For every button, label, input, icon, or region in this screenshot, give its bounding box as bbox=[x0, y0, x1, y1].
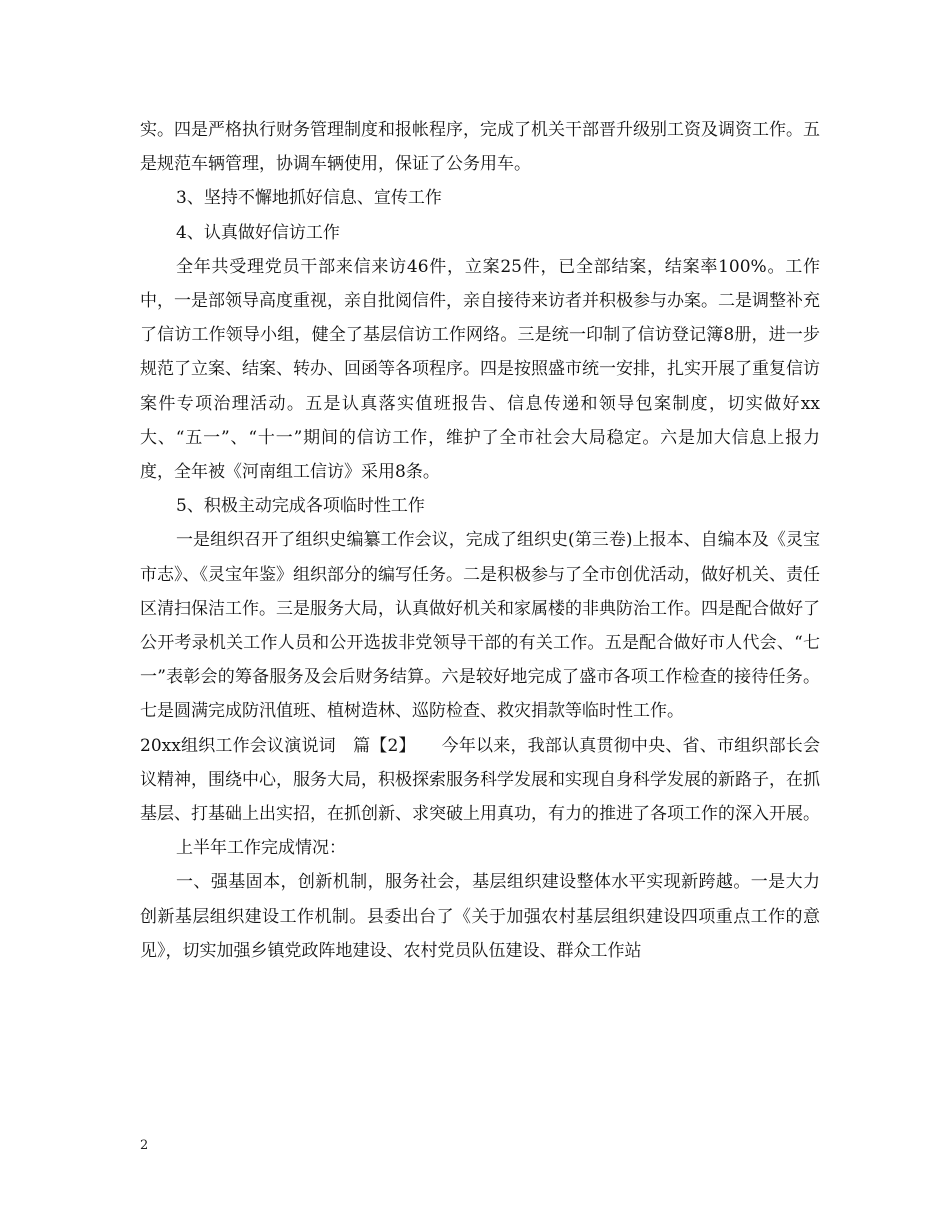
paragraph-speech-part-2: 20xx组织工作会议演说词 篇【2】 今年以来，我部认真贯彻中央、省、市组织部长会议精神，围绕中心，服务大局，积极探索服务科学发展和实现自身科学发展的新路子，在抓基层、打基础上出实招，在抓创新、求突破上用真功，有力的推进了各项工作的深入开展。 bbox=[140, 735, 820, 825]
paragraph-petitions: 全年共受理党员干部来信来访46件，立案25件，已全部结案，结案率100%。工作中，一是部领导高度重视，亲自批阅信件，亲自接待来访者并积极参与办案。二是调整补充了信访工作领导小组，健全了基层信访工作网络。三是统一印制了信访登记簿8册，进一步规范了立案、结案、转办、回函等各项程序。四是按照盛市统一安排，扎实开展了重复信访案件专项治理活动。五是认真落实值班报告、信息传递和领导包案制度，切实做好xx大、“五一”、“十一”期间的信访工作，维护了全市社会大局稳定。六是加大信息上报力度，全年被《河南组工信访》采用8条。 bbox=[140, 256, 820, 483]
paragraph-temporary-work: 一是组织召开了组织史编纂工作会议，完成了组织史(第三卷)上报本、自编本及《灵宝市志》、《灵宝年鉴》组织部分的编写任务。二是积极参与了全市创优活动，做好机关、责任区清扫保洁工作。三是服务大局，认真做好机关和家属楼的非典防治工作。四是配合做好了公开考录机关工作人员和公开选拔非党领导干部的有关工作。五是配合做好市人代会、“七一”表彰会的筹备服务及会后财务结算。六是较好地完成了盛市各项工作检查的接待任务。七是圆满完成防汛值班、植树造林、巡防检查、救灾捐款等临时性工作。 bbox=[140, 530, 820, 722]
heading-item-3: 3、坚持不懈地抓好信息、宣传工作 bbox=[176, 188, 442, 209]
page-number: 2 bbox=[140, 1138, 149, 1153]
paragraph-finance-continuation: 实。四是严格执行财务管理制度和报帐程序，完成了机关干部晋升级别工资及调资工作。五是规范车辆管理，协调车辆使用，保证了公务用车。 bbox=[140, 120, 820, 175]
paragraph-grassroots: 一、强基固本，创新机制，服务社会，基层组织建设整体水平实现新跨越。一是大力创新基层组织建设工作机制。县委出台了《关于加强农村基层组织建设四项重点工作的意见》，切实加强乡镇党政阵地建设、农村党员队伍建设、群众工作站 bbox=[140, 872, 820, 961]
heading-item-5: 5、积极主动完成各项临时性工作 bbox=[176, 496, 425, 517]
heading-item-4: 4、认真做好信访工作 bbox=[176, 222, 340, 243]
heading-first-half-summary: 上半年工作完成情况： bbox=[176, 838, 346, 859]
